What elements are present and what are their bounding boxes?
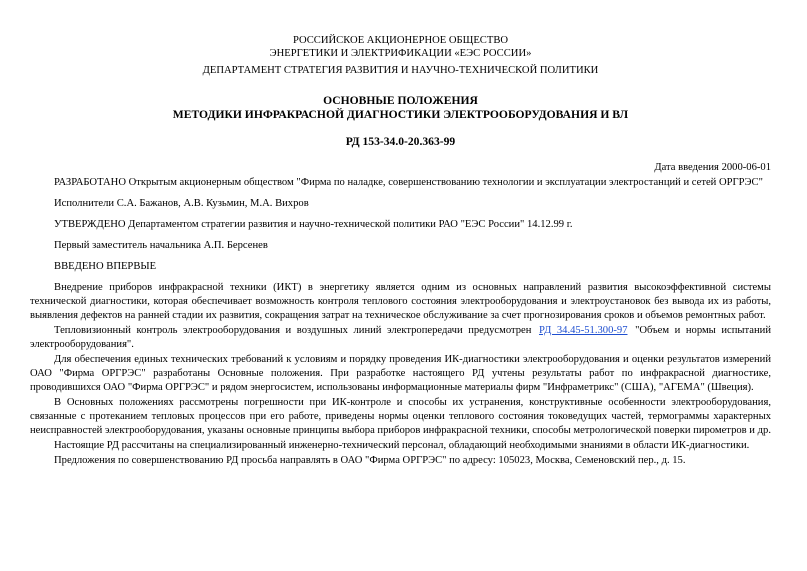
organization-header (30, 34, 771, 60)
introduced-paragraph: ВВЕДЕНО ВПЕРВЫЕ (54, 261, 157, 272)
document-code: РД 153-34.0-20.363-99 (345, 135, 456, 148)
body-paragraph-4: В Основных положениях рассмотрены погрешности при ИК-контроле и способы их устранения, конструктивные особенности электрооборудования, связанные с протеканием тепловых процессов при его работе, приведены нормы оценки теплового состояния токоведущих частей, термограммы характерных неисправностей электрооборудования, указаны основные принципы выбора приборов инфракрасной техники, способы метрологической поверки пирометров и др. (30, 397, 771, 436)
body-paragraph-5: Настоящие РД рассчитаны на специализированный инженерно-технический персонал, обладающий необходимыми знаниями в области ИК-диагностики. (54, 440, 750, 451)
paragraph-2-text-before: Тепловизионный контроль электрооборудования и воздушных линий электропередачи предусмотрен (54, 325, 532, 336)
body-paragraph-1: Внедрение приборов инфракрасной техники (ИКТ) в энергетику является одним из основных направлений развития высокоэффективной системы технической диагностики, которая обеспечивает возможность контроля теплового состояния электрооборудования и электроустановок без вывода их из работы, выявления дефектов на ранней стадии их развития, сокращения затрат на техническое обслуживание за счет прогнозирования сроков и объемов ремонтных работ. (30, 282, 771, 321)
body-paragraph-2 (30, 324, 771, 352)
org-name-line1: РОССИЙСКОЕ АКЦИОНЕРНОЕ ОБЩЕСТВО (292, 35, 509, 46)
title-line1: ОСНОВНЫЕ ПОЛОЖЕНИЯ (323, 94, 478, 107)
body-paragraph-3: Для обеспечения единых технических требований к условиям и порядку проведения ИК-диагностики электрооборудования и оценки результатов измерений ОАО "Фирма ОРГРЭС" разработаны Основные положения. При разработке настоящего РД учтены результаты работ по инфракрасной диагностике, проводившихся ОАО "Фирма ОРГРЭС" и рядом энергосистем, использованы информационные материалы фирм "Инфраметрикс" (США), "АГЕМА" (Швеция). (30, 354, 771, 393)
document-title (30, 94, 771, 122)
body-paragraph-6: Предложения по совершенствованию РД просьба направлять в ОАО "Фирма ОРГРЭС" по адресу: 105023, Москва, Семеновский пер., д. 15. (54, 455, 686, 466)
developed-by-paragraph: РАЗРАБОТАНО Открытым акционерным обществом "Фирма по наладке, совершенствованию технологии и эксплуатации электростанций и сетей ОРГРЭС" (54, 177, 763, 188)
rd-reference-link[interactable]: РД 34.45-51.300-97 (538, 325, 628, 336)
approved-paragraph: УТВЕРЖДЕНО Департаментом стратегии развития и научно-технической политики РАО "ЕЭС России" 14.12.99 г. (54, 219, 573, 230)
department-name: ДЕПАРТАМЕНТ СТРАТЕГИЯ РАЗВИТИЯ И НАУЧНО-ТЕХНИЧЕСКОЙ ПОЛИТИКИ (202, 65, 599, 76)
introduction-date: Дата введения 2000-06-01 (654, 162, 771, 173)
deputy-paragraph: Первый заместитель начальника А.П. Берсенев (54, 240, 268, 251)
authors-paragraph: Исполнители С.А. Бажанов, А.В. Кузьмин, М.А. Вихров (54, 198, 309, 209)
paragraph-2-text-after: "Объем и нормы испытаний электрооборудования". (30, 325, 771, 350)
org-name-line2: ЭНЕРГЕТИКИ И ЭЛЕКТРИФИКАЦИИ «ЕЭС РОССИИ» (269, 48, 532, 59)
title-line2: МЕТОДИКИ ИНФРАКРАСНОЙ ДИАГНОСТИКИ ЭЛЕКТРООБОРУДОВАНИЯ И ВЛ (172, 108, 629, 121)
